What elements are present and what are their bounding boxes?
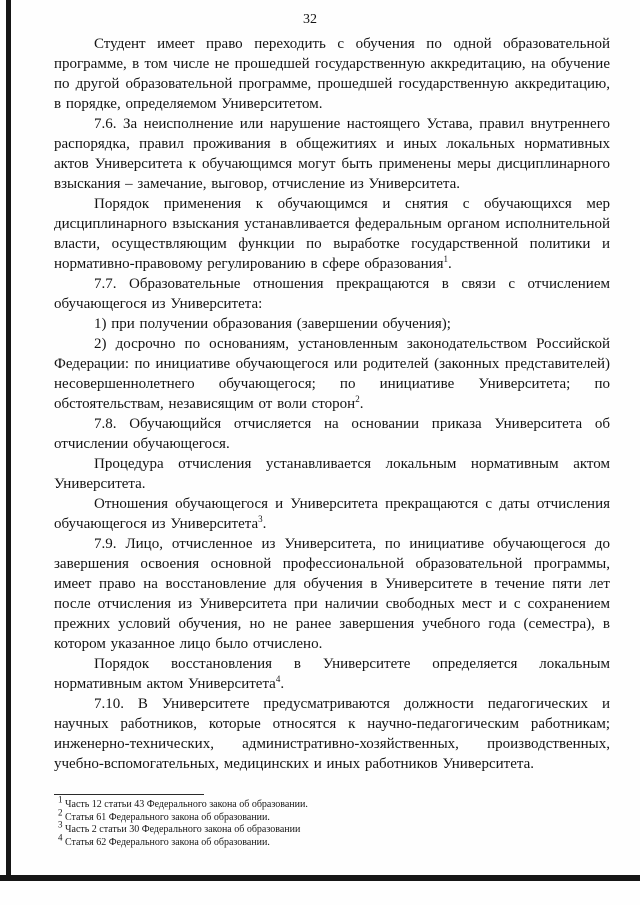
scan-border-left [6,0,11,881]
footnote-reference: 3 [258,514,263,524]
paragraph [54,34,610,114]
paragraph [54,654,610,694]
paragraph [54,534,610,654]
paragraph [54,114,610,194]
footnote-reference: 2 [355,394,360,404]
footnote-marker: 3 [58,819,63,830]
paragraph-text: . [280,676,285,692]
paragraph-text: 2) досрочно по основаниям, установленным законодательством Российской Федерации: по инициативе обучающегося или родителей (законных представителей) несовершеннолетнего обучающегося; по инициативе Университета; по обстоятельствам, независящим от воли сторон [54,336,610,412]
footnote-reference: 1 [443,254,449,264]
paragraph [54,454,610,494]
footnote [58,794,610,812]
footnote [58,819,610,837]
paragraph-text: 7.8. Обучающийся отчисляется на основании приказа Университета об отчислении обучающегося. [54,416,610,452]
footnote-text: Часть 12 статьи 43 Федерального закона об образовании. [62,799,308,810]
footnote-marker: 2 [58,807,63,818]
paragraph [54,334,610,414]
footnote-marker: 1 [58,794,63,805]
paragraph [54,694,610,774]
footnote [58,832,610,850]
paragraph-text: Отношения обучающегося и Университета прекращаются с даты отчисления обучающегося из Университета [54,496,610,532]
paragraph [54,494,610,534]
paragraph-text: 7.9. Лицо, отчисленное из Университета, по инициативе обучающегося до завершения освоения основной профессиональной образовательной программы, имеет право на восстановление для обучения в Университете в течение пяти лет после отчисления из Университета при наличии свободных мест и с сохранением прежних условий обучения, но не ранее завершения учебного года (семестра), в котором указанное лицо было отчислено. [54,536,610,652]
paragraph-text: Порядок применения к обучающимся и снятия с обучающихся мер дисциплинарного взыскания устанавливается федеральным органом исполнительной власти, осуществляющим функции по выработке государственной политики и нормативно-правовому регулированию в сфере образования [54,196,610,272]
paragraph-text: . [262,516,267,532]
footnote [58,807,610,825]
paragraph [54,274,610,314]
paragraph-text: 7.10. В Университете предусматриваются должности педагогических и научных работников, которые относятся к научно-педагогическим работникам; инженерно-технических, административно-хозяйственных, производственных, учебно-вспомогательных, медицинских и иных работников Университета. [54,696,610,772]
footnote-text: Часть 2 статьи 30 Федерального закона об образовании [62,824,301,835]
paragraph [54,414,610,454]
page-number: 32 [303,12,317,27]
footnote-reference: 4 [275,674,281,684]
footnote-separator [54,794,204,795]
paragraph-text: 1) при получении образования (завершении обучения); [94,316,451,332]
footnote-marker: 4 [58,832,63,843]
footnotes-section [58,794,610,849]
paragraph [54,194,610,274]
paragraph-text: 7.6. За неисполнение или нарушение настоящего Устава, правил внутреннего распорядка, правил проживания в общежитиях и иных локальных нормативных актов Университета к обучающимся могут быть применены меры дисциплинарного взыскания – замечание, выговор, отчисление из Университета. [54,116,610,192]
footnote-text: Статья 61 Федерального закона об образовании. [62,811,270,823]
paragraph-text: . [359,396,364,412]
scan-border-bottom [0,875,640,881]
paragraph-text: Студент имеет право переходить с обучения по одной образовательной программе, в том числе не прошедшей государственную аккредитацию, на обучение по другой образовательной программе, прошедшей государственную аккредитацию, в порядке, определяемом Университетом. [54,36,610,112]
paragraph-text: . [448,256,452,272]
paragraph [54,314,610,334]
document-body [54,34,610,774]
paragraph-text: Порядок восстановления в Университете определяется локальным нормативным актом Университета [54,656,610,692]
paragraph-text: Процедура отчисления устанавливается локальным нормативным актом Университета. [54,456,610,492]
paragraph-text: 7.7. Образовательные отношения прекращаются в связи с отчислением обучающегося из Университета: [54,276,610,312]
footnote-text: Статья 62 Федерального закона об образовании. [62,836,270,848]
